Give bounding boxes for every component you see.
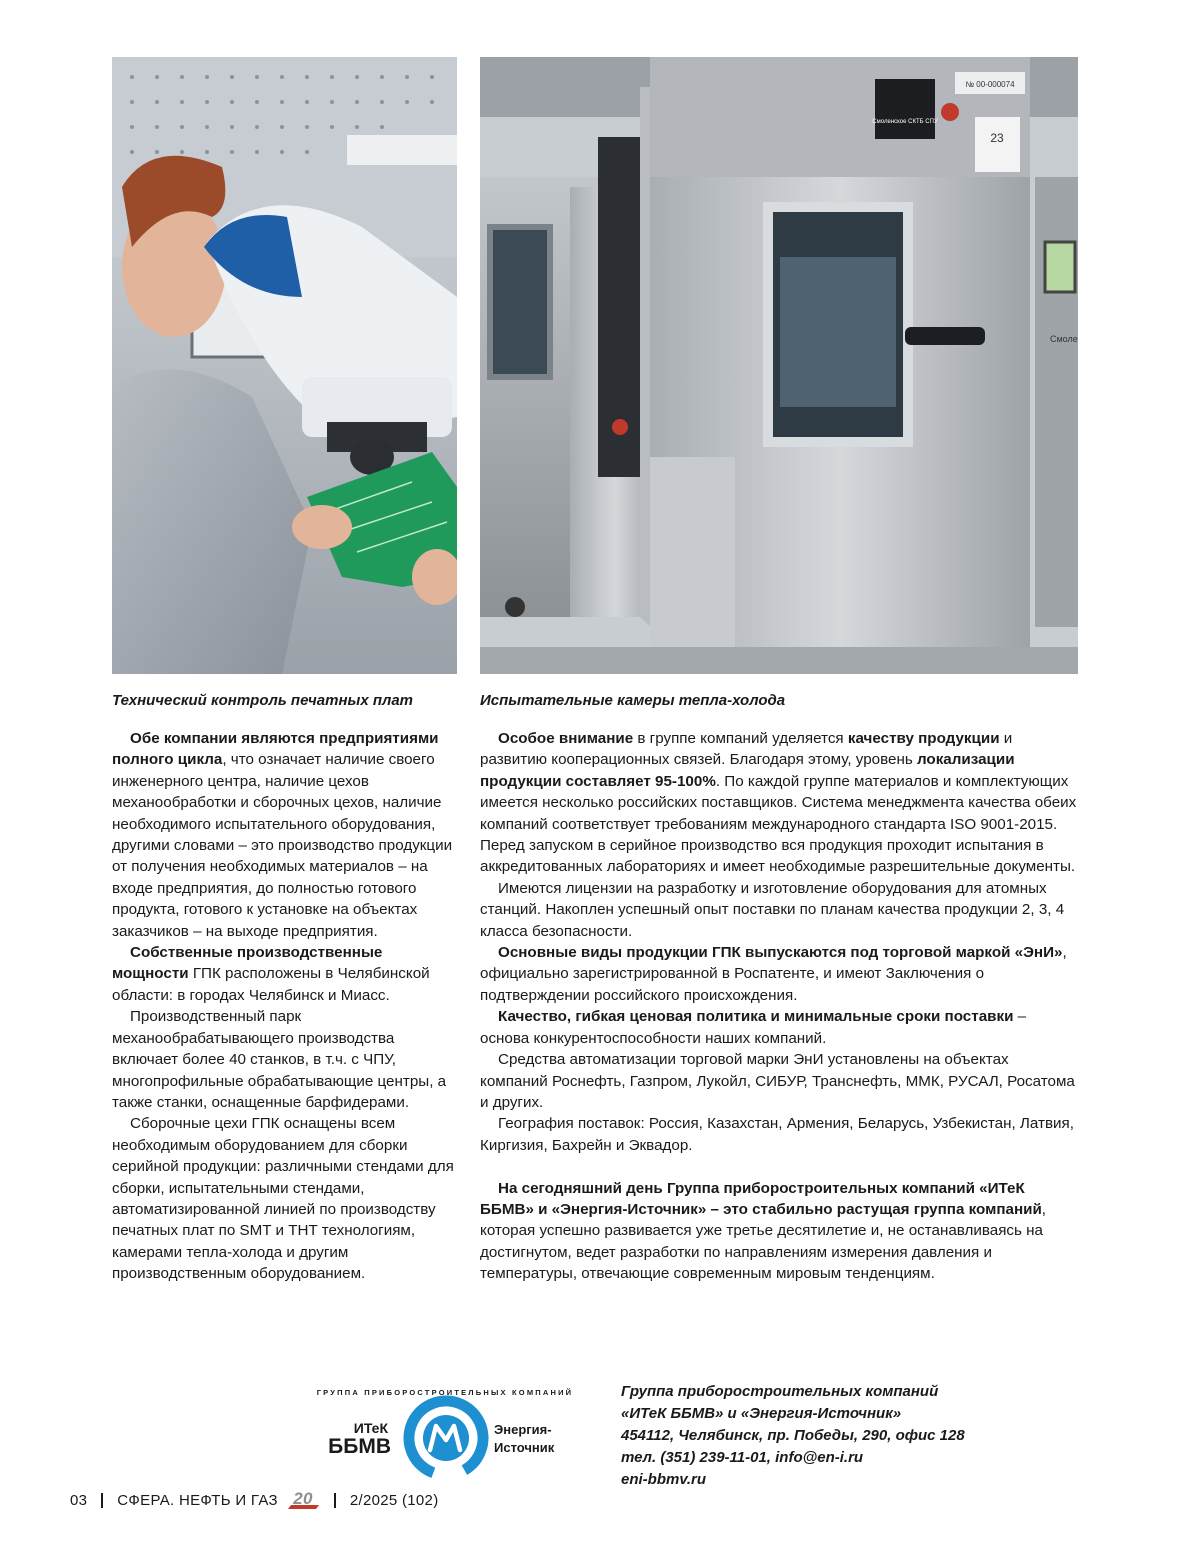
text-run: , что означает наличие своего инженерного центра, наличие цехов механообработки и сборочных цехов, наличие необходимого испытательного оборудования, другими словами – это производство продукции от получения необходимых материалов – на входе предприятия, до полностью готового продукта, готового к установке на объектах заказчиков – на выходе предприятия. xyxy=(112,751,453,940)
adjacent-chamber-label: Смоле xyxy=(1050,334,1078,344)
paragraph: Сборочные цехи ГПК оснащены всем необходимым оборудованием для сборки серийной продукции: различными стендами для сборки, испытательными стендами, автоматизированной линией по производству печатных плат по SMT и THT технологиям, камерами тепла-холода и другим производственным оборудованием. xyxy=(112,1115,454,1283)
contact-phone-email[interactable]: тел. (351) 239-11-01, info@en-i.ru xyxy=(621,1449,864,1466)
contact-website-link[interactable]: eni-bbmv.ru xyxy=(621,1471,707,1488)
page-number: 03 xyxy=(70,1491,88,1509)
bold-phrase: качеству продукции xyxy=(847,730,1000,747)
text-run: , официально зарегистрированной в Роспатенте, и имеют Заключения о подтверждении российского происхождения. xyxy=(480,944,1067,1004)
paragraph xyxy=(480,942,1078,1006)
paragraph: География поставок: Россия, Казахстан, Армения, Беларусь, Узбекистан, Латвия, Киргизия, Бахрейн и Эквадор. xyxy=(480,1115,1074,1154)
text-run: и развитию кооперационных связей. Благодаря этому, уровень xyxy=(480,730,1013,769)
bold-phrase: Основные виды продукции ГПК выпускаются под торговой маркой «ЭнИ» xyxy=(498,944,1063,962)
paragraph xyxy=(112,942,458,1006)
chamber-tag-number: 23 xyxy=(990,131,1004,145)
article-left-column xyxy=(112,728,458,1285)
text-run: в группе компаний уделяется xyxy=(633,730,848,747)
footer-divider xyxy=(334,1493,336,1508)
page-footer xyxy=(70,1488,439,1512)
paragraph xyxy=(480,1006,1078,1049)
anniversary-badge-icon xyxy=(286,1489,320,1511)
text-run: . По каждой группе материалов и комплектующих имеется несколько российских поставщиков. Система менеджмента качества обеих компаний соответствует требованиям международного стандарта ISO 9001-2015. Перед запуском в серийное производство вся продукция проходит испытания в аккредитованных лабораториях и имеет необходимые разрешительные документы. xyxy=(480,772,1077,876)
paragraph xyxy=(112,728,458,942)
logo-itek-line1: ИТеК xyxy=(353,1420,388,1436)
paragraph: Средства автоматизации торговой марки ЭнИ установлены на объектах компаний Роснефть, Газпром, Лукойл, СИБУР, Транснефть, ММК, РУСАЛ, Росатома и других. xyxy=(480,1051,1075,1111)
text-run: – основа конкурентоспособности наших компаний. xyxy=(480,1008,1027,1047)
contact-company-line2: «ИТеК ББМВ» и «Энергия-Источник» xyxy=(621,1405,902,1422)
logo-energy-line2: Источник xyxy=(494,1440,555,1455)
article-right-column xyxy=(480,728,1078,1285)
bold-phrase: Качество, гибкая ценовая политика и минимальные сроки поставки xyxy=(498,1008,1014,1026)
chamber-brand-label: Смоленское СКТБ СПУ xyxy=(872,119,938,125)
anniversary-badge-number: 20 xyxy=(293,1489,313,1508)
text-run: ГПК расположены в Челябинской области: в городах Челябинск и Миасс. xyxy=(112,965,430,1004)
company-logo xyxy=(300,1386,590,1494)
energy-source-emblem-icon xyxy=(399,1391,494,1486)
paragraph: Производственный парк механообрабатывающего производства включает более 40 станков, в т.ч. с ЧПУ, многопрофильные обрабатывающие центры, а также станки, оснащенные барфидерами. xyxy=(112,1008,447,1111)
contact-block xyxy=(621,1381,965,1491)
bold-phrase: Обе компании являются предприятиями полного цикла xyxy=(112,730,439,769)
bold-phrase: Особое внимание xyxy=(498,730,634,747)
paragraph xyxy=(480,728,1078,878)
bold-phrase: локализации продукции составляет 95-100% xyxy=(480,751,1015,790)
caption-left: Технический контроль печатных плат xyxy=(112,692,414,709)
footer-divider xyxy=(101,1493,103,1508)
caption-right: Испытательные камеры тепла-холода xyxy=(480,692,786,709)
photo-pcb-inspection xyxy=(112,57,457,674)
logo-itek-line2: ББМВ xyxy=(328,1435,391,1458)
text-run: , которая успешно развивается уже третье десятилетие и, не останавливаясь на достигнутом, ведет разработки по направлениям измерения давления и температуры, отвечающие современным мировым тенденциям. xyxy=(480,1200,1047,1283)
logo-tagline: ГРУППА ПРИБОРОСТРОИТЕЛЬНЫХ КОМПАНИЙ xyxy=(316,1388,574,1397)
bold-phrase: На сегодняшний день Группа приборостроительных компаний «ИТеК ББМВ» и «Энергия-Источник» – это стабильно растущая группа компаний xyxy=(480,1179,1042,1218)
contact-company-line1: Группа приборостроительных компаний xyxy=(621,1383,939,1400)
issue-number: 2/2025 (102) xyxy=(349,1491,439,1509)
bold-phrase: Собственные производственные мощности xyxy=(112,944,383,983)
chamber-number-label: № 00-000074 xyxy=(965,80,1015,89)
photo-climatic-chambers xyxy=(480,57,1078,674)
magazine-title: СФЕРА. НЕФТЬ И ГАЗ xyxy=(117,1491,278,1509)
contact-address: 454112, Челябинск, пр. Победы, 290, офис 128 xyxy=(621,1427,965,1444)
paragraph: Имеются лицензии на разработку и изготовление оборудования для атомных станций. Накоплен успешный опыт поставки по планам качества продукции 2, 3, 4 класса безопасности. xyxy=(480,879,1065,940)
paragraph xyxy=(480,1178,1078,1285)
logo-energy-line1: Энергия- xyxy=(494,1422,552,1437)
